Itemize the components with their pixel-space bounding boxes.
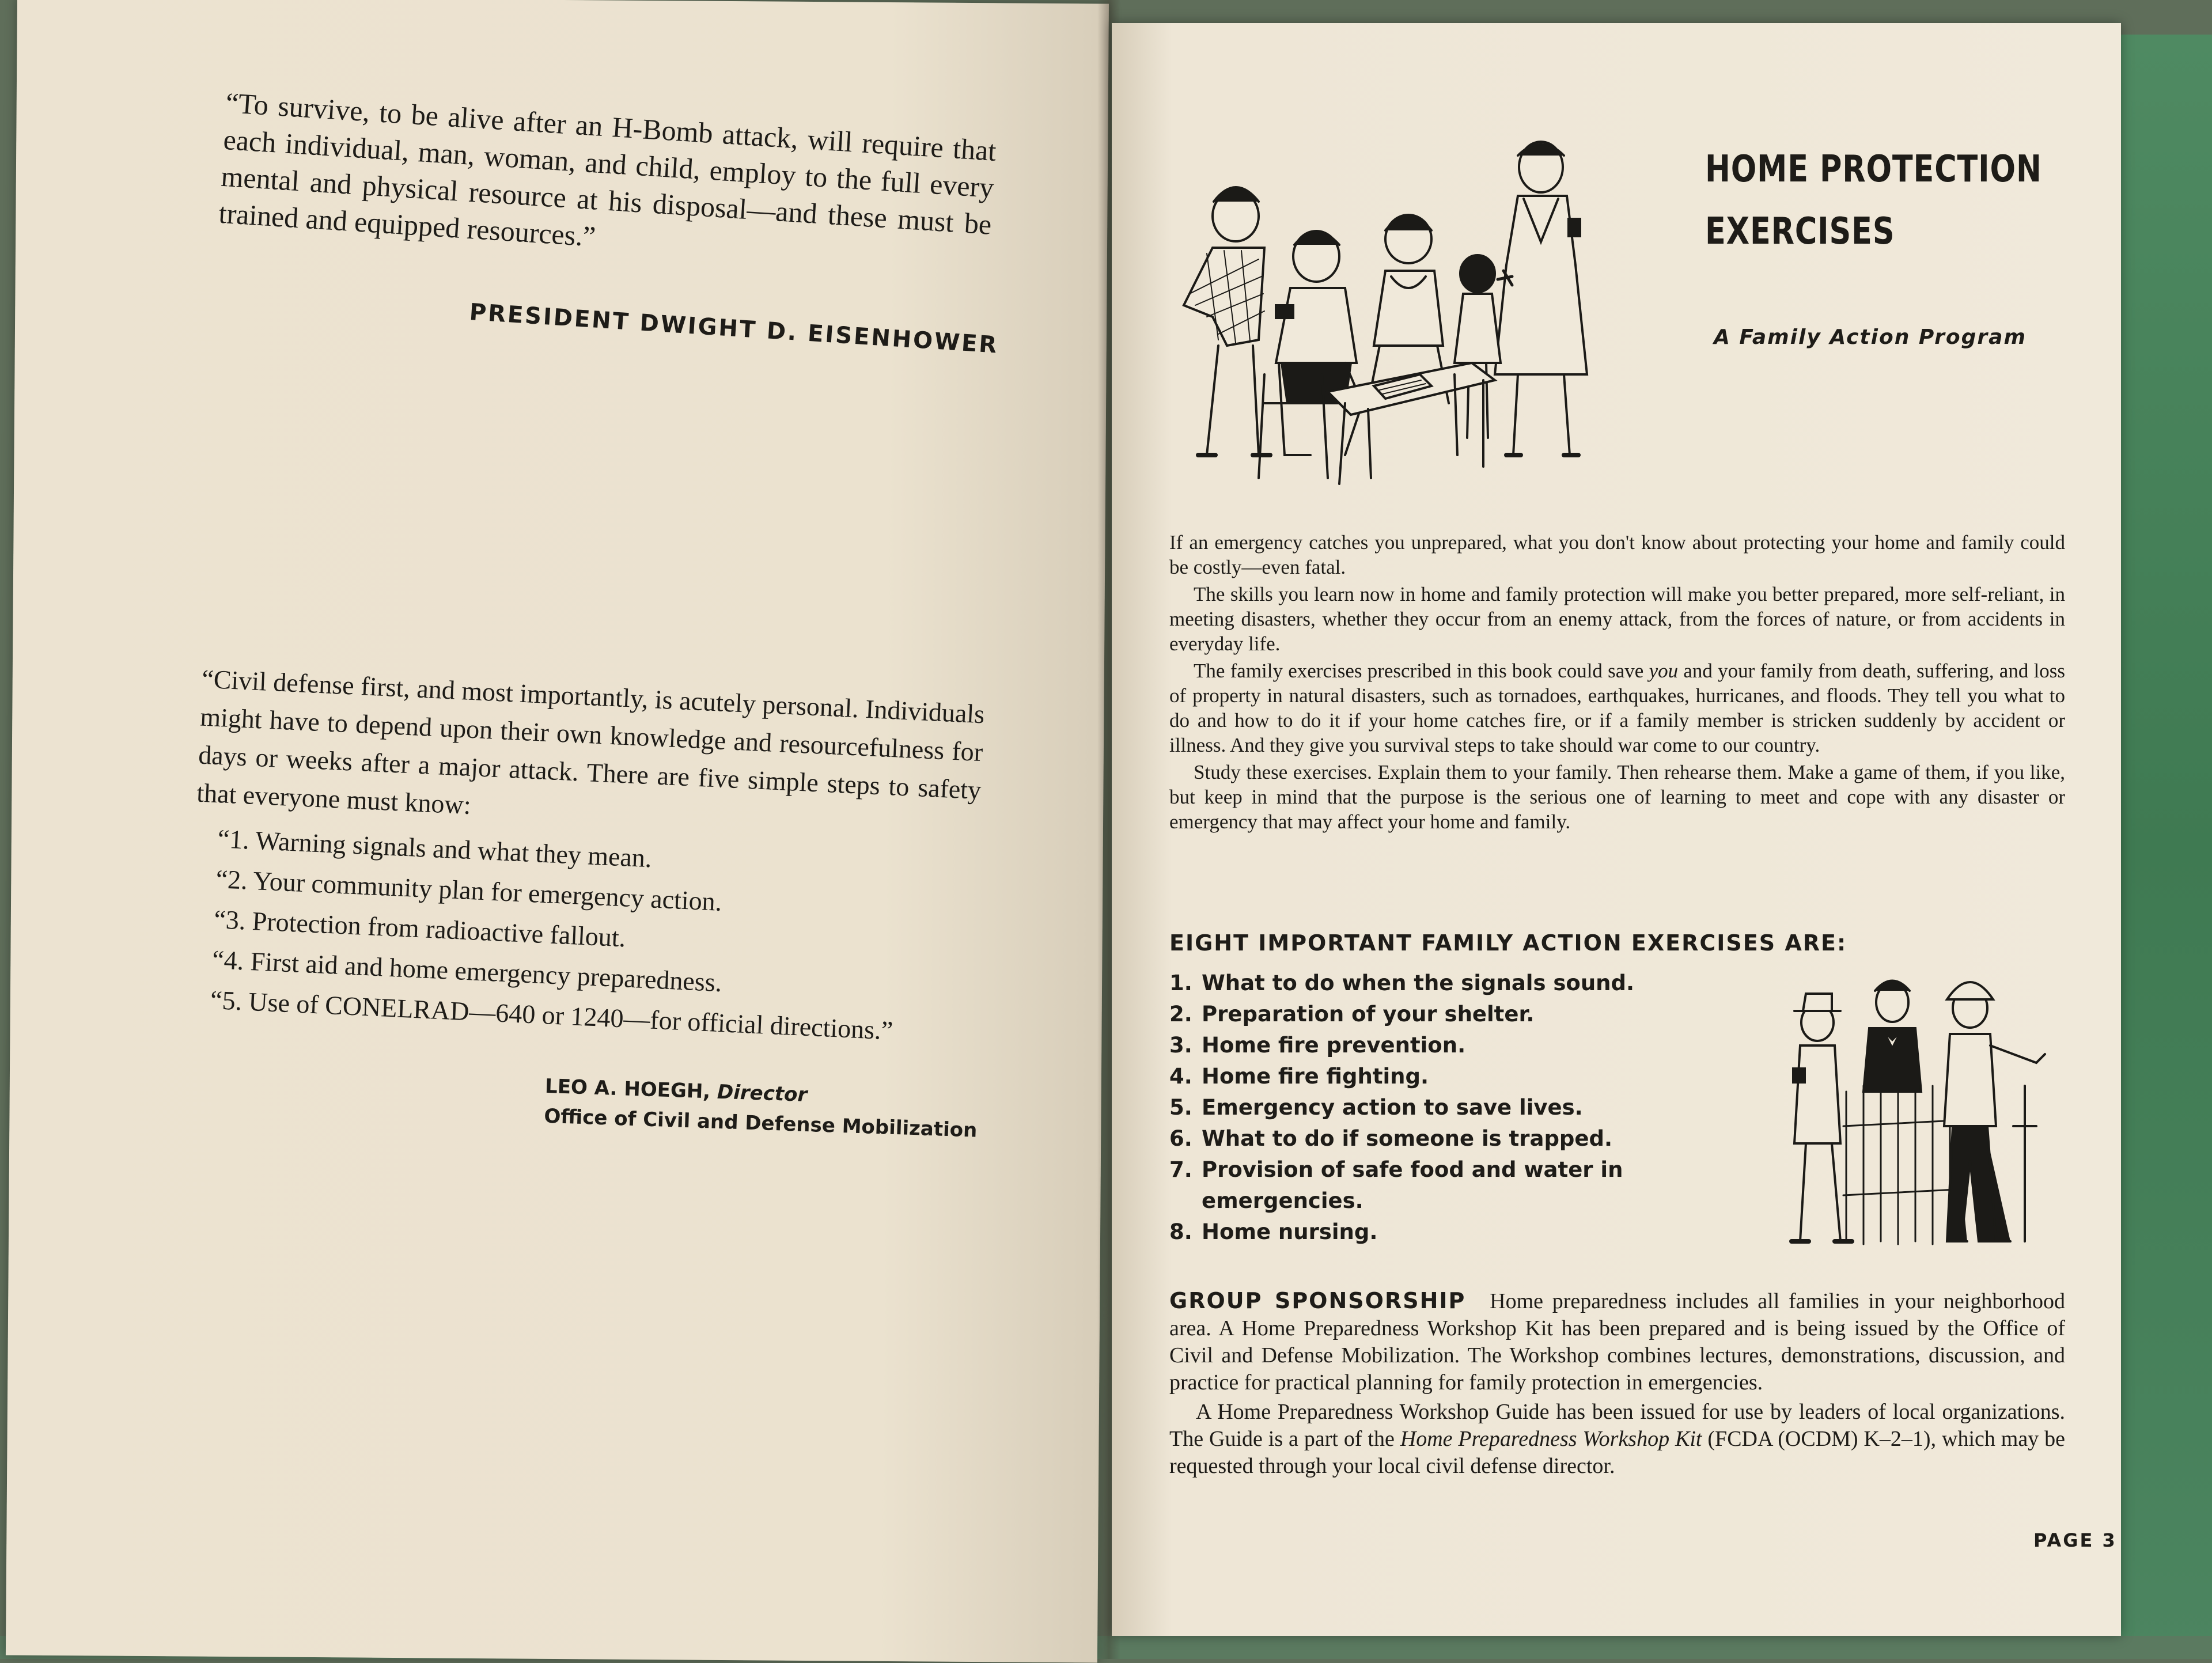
intro-text [1169, 530, 2065, 836]
list-item [1169, 1154, 1642, 1217]
list-item [1169, 1061, 1688, 1092]
page-number: PAGE 3 [2033, 1529, 2117, 1551]
list-item [1169, 1030, 1688, 1061]
list-text: Home fire prevention. [1202, 1033, 1466, 1058]
list-text: Home nursing. [1202, 1219, 1378, 1244]
signature-title: Director [717, 1080, 808, 1107]
list-number: 2. [1169, 1002, 1192, 1026]
paragraph: If an emergency catches you unprepared, what you don't know about protecting your home and family could be costly—even fatal. [1169, 531, 2065, 578]
step-item: “1. Warning signals and what they mean. [217, 824, 653, 873]
step-item: “3. Protection from radioactive fallout. [213, 904, 627, 953]
list-item [1169, 1217, 1688, 1248]
exercises-heading: EIGHT IMPORTANT FAMILY ACTION EXERCISES ARE: [1169, 930, 1847, 956]
paragraph-emphasis: Home Preparedness Workshop Kit [1400, 1427, 1702, 1451]
list-text: Preparation of your shelter. [1202, 1002, 1535, 1026]
list-item [1169, 1092, 1688, 1123]
list-number: 4. [1169, 1064, 1192, 1089]
group-sponsorship [1169, 1287, 2065, 1482]
list-text: Home fire fighting. [1202, 1064, 1429, 1089]
paragraph-part: The family exercises prescribed in this book could save [1194, 660, 1644, 682]
eisenhower-attribution: PRESIDENT DWIGHT D. EISENHOWER [468, 298, 999, 359]
right-page [1112, 23, 2121, 1636]
exercises-list [1169, 968, 1688, 1248]
page-title-line1: HOME PROTECTION [1705, 148, 2042, 191]
paragraph [1169, 1287, 2065, 1396]
paragraph-emphasis: you [1649, 660, 1679, 682]
page-subtitle: A Family Action Program [1714, 325, 2027, 349]
list-number: 3. [1169, 1033, 1192, 1058]
paragraph [1169, 1399, 2065, 1480]
group-sponsorship-heading: GROUP SPONSORSHIP [1169, 1288, 1466, 1313]
list-number: 7. [1169, 1157, 1192, 1182]
list-item [1169, 999, 1688, 1030]
eisenhower-quote: “To survive, to be alive after an H-Bomb attack, will require that each individual, man, woman, and child, employ to the full every mental and physical resource at his disposal—and these must be trained and equipped resources.” [218, 86, 998, 253]
paragraph [1169, 658, 2065, 757]
signature-name: LEO A. HOEGH, [544, 1074, 711, 1104]
list-text: Emergency action to save lives. [1202, 1095, 1583, 1120]
step-item: “5. Use of CONELRAD—640 or 1240—for official directions.” [210, 984, 894, 1045]
list-number: 8. [1169, 1219, 1192, 1244]
paragraph: Study these exercises. Explain them to your family. Then rehearse them. Make a game of them, if you like, but keep in mind that the purpose is the serious one of learning to meet and cope with any disaster or emergency that may affect your home and family. [1169, 761, 2065, 833]
bleed-through-home [290, 390, 337, 544]
hoegh-quote [187, 660, 986, 1055]
paragraph-part: Home preparedness includes all families in your neighborhood area. A Home Preparedness Workshop Kit has been prepared and is being issued by the Office of Civil and Defense Mobilization. The Workshop combines lectures, demonstrations, discussion, and practice for practical planning for family protection in emergencies. [1169, 1289, 2066, 1395]
page-title-line2: EXERCISES [1705, 210, 1895, 253]
green-tablecloth [2114, 35, 2212, 1659]
list-text: What to do if someone is trapped. [1202, 1126, 1613, 1151]
paragraph-part: (FCDA (OCDM) K–2–1), which may be requested through your local civil defense director. [1169, 1427, 2066, 1478]
list-number: 6. [1169, 1126, 1192, 1151]
list-number: 5. [1169, 1095, 1192, 1120]
list-text: Provision of safe food and water in emergencies. [1202, 1157, 1623, 1213]
paragraph: The skills you learn now in home and family protection will make you better prepared, more self-reliant, in meeting disasters, whether they occur from an enemy attack, from the forces of nature, or from accidents in everyday life. [1169, 583, 2065, 655]
five-steps-list [187, 817, 978, 1054]
family-illustration [1172, 132, 1627, 501]
hoegh-signature [544, 1071, 979, 1146]
paragraph-part: and your family from death, suffering, and loss of property in natural disasters, such as tornadoes, earthquakes, hurricanes, and floods. They tell you what to do and how to do it if your home catches fire, or if a family member is stricken suddenly by accident or illness. And they give you survival steps to take should war come to our country. [1169, 660, 2066, 756]
list-item [1169, 1123, 1688, 1154]
neighbors-at-fence-illustration [1783, 953, 2048, 1259]
left-page [6, 0, 1109, 1663]
list-number: 1. [1169, 971, 1192, 995]
step-item: “2. Your community plan for emergency action. [215, 864, 723, 916]
paragraph-part: A Home Preparedness Workshop Guide has been issued for use by leaders of local organizations. The Guide is a part of the [1169, 1400, 2065, 1451]
list-text: What to do when the signals sound. [1202, 971, 1635, 995]
step-item: “4. First aid and home emergency preparedness. [211, 944, 723, 998]
signature-office: Office of Civil and Defense Mobilization [543, 1104, 978, 1142]
list-item [1169, 968, 1688, 999]
hoegh-quote-intro: “Civil defense first, and most importantly, is acutely personal. Individuals might have to depend upon their own knowledge and resourcefulness for days or weeks after a major attack. There are five simple steps to safety that everyone must know: [196, 664, 986, 820]
page-title [1705, 138, 2042, 263]
